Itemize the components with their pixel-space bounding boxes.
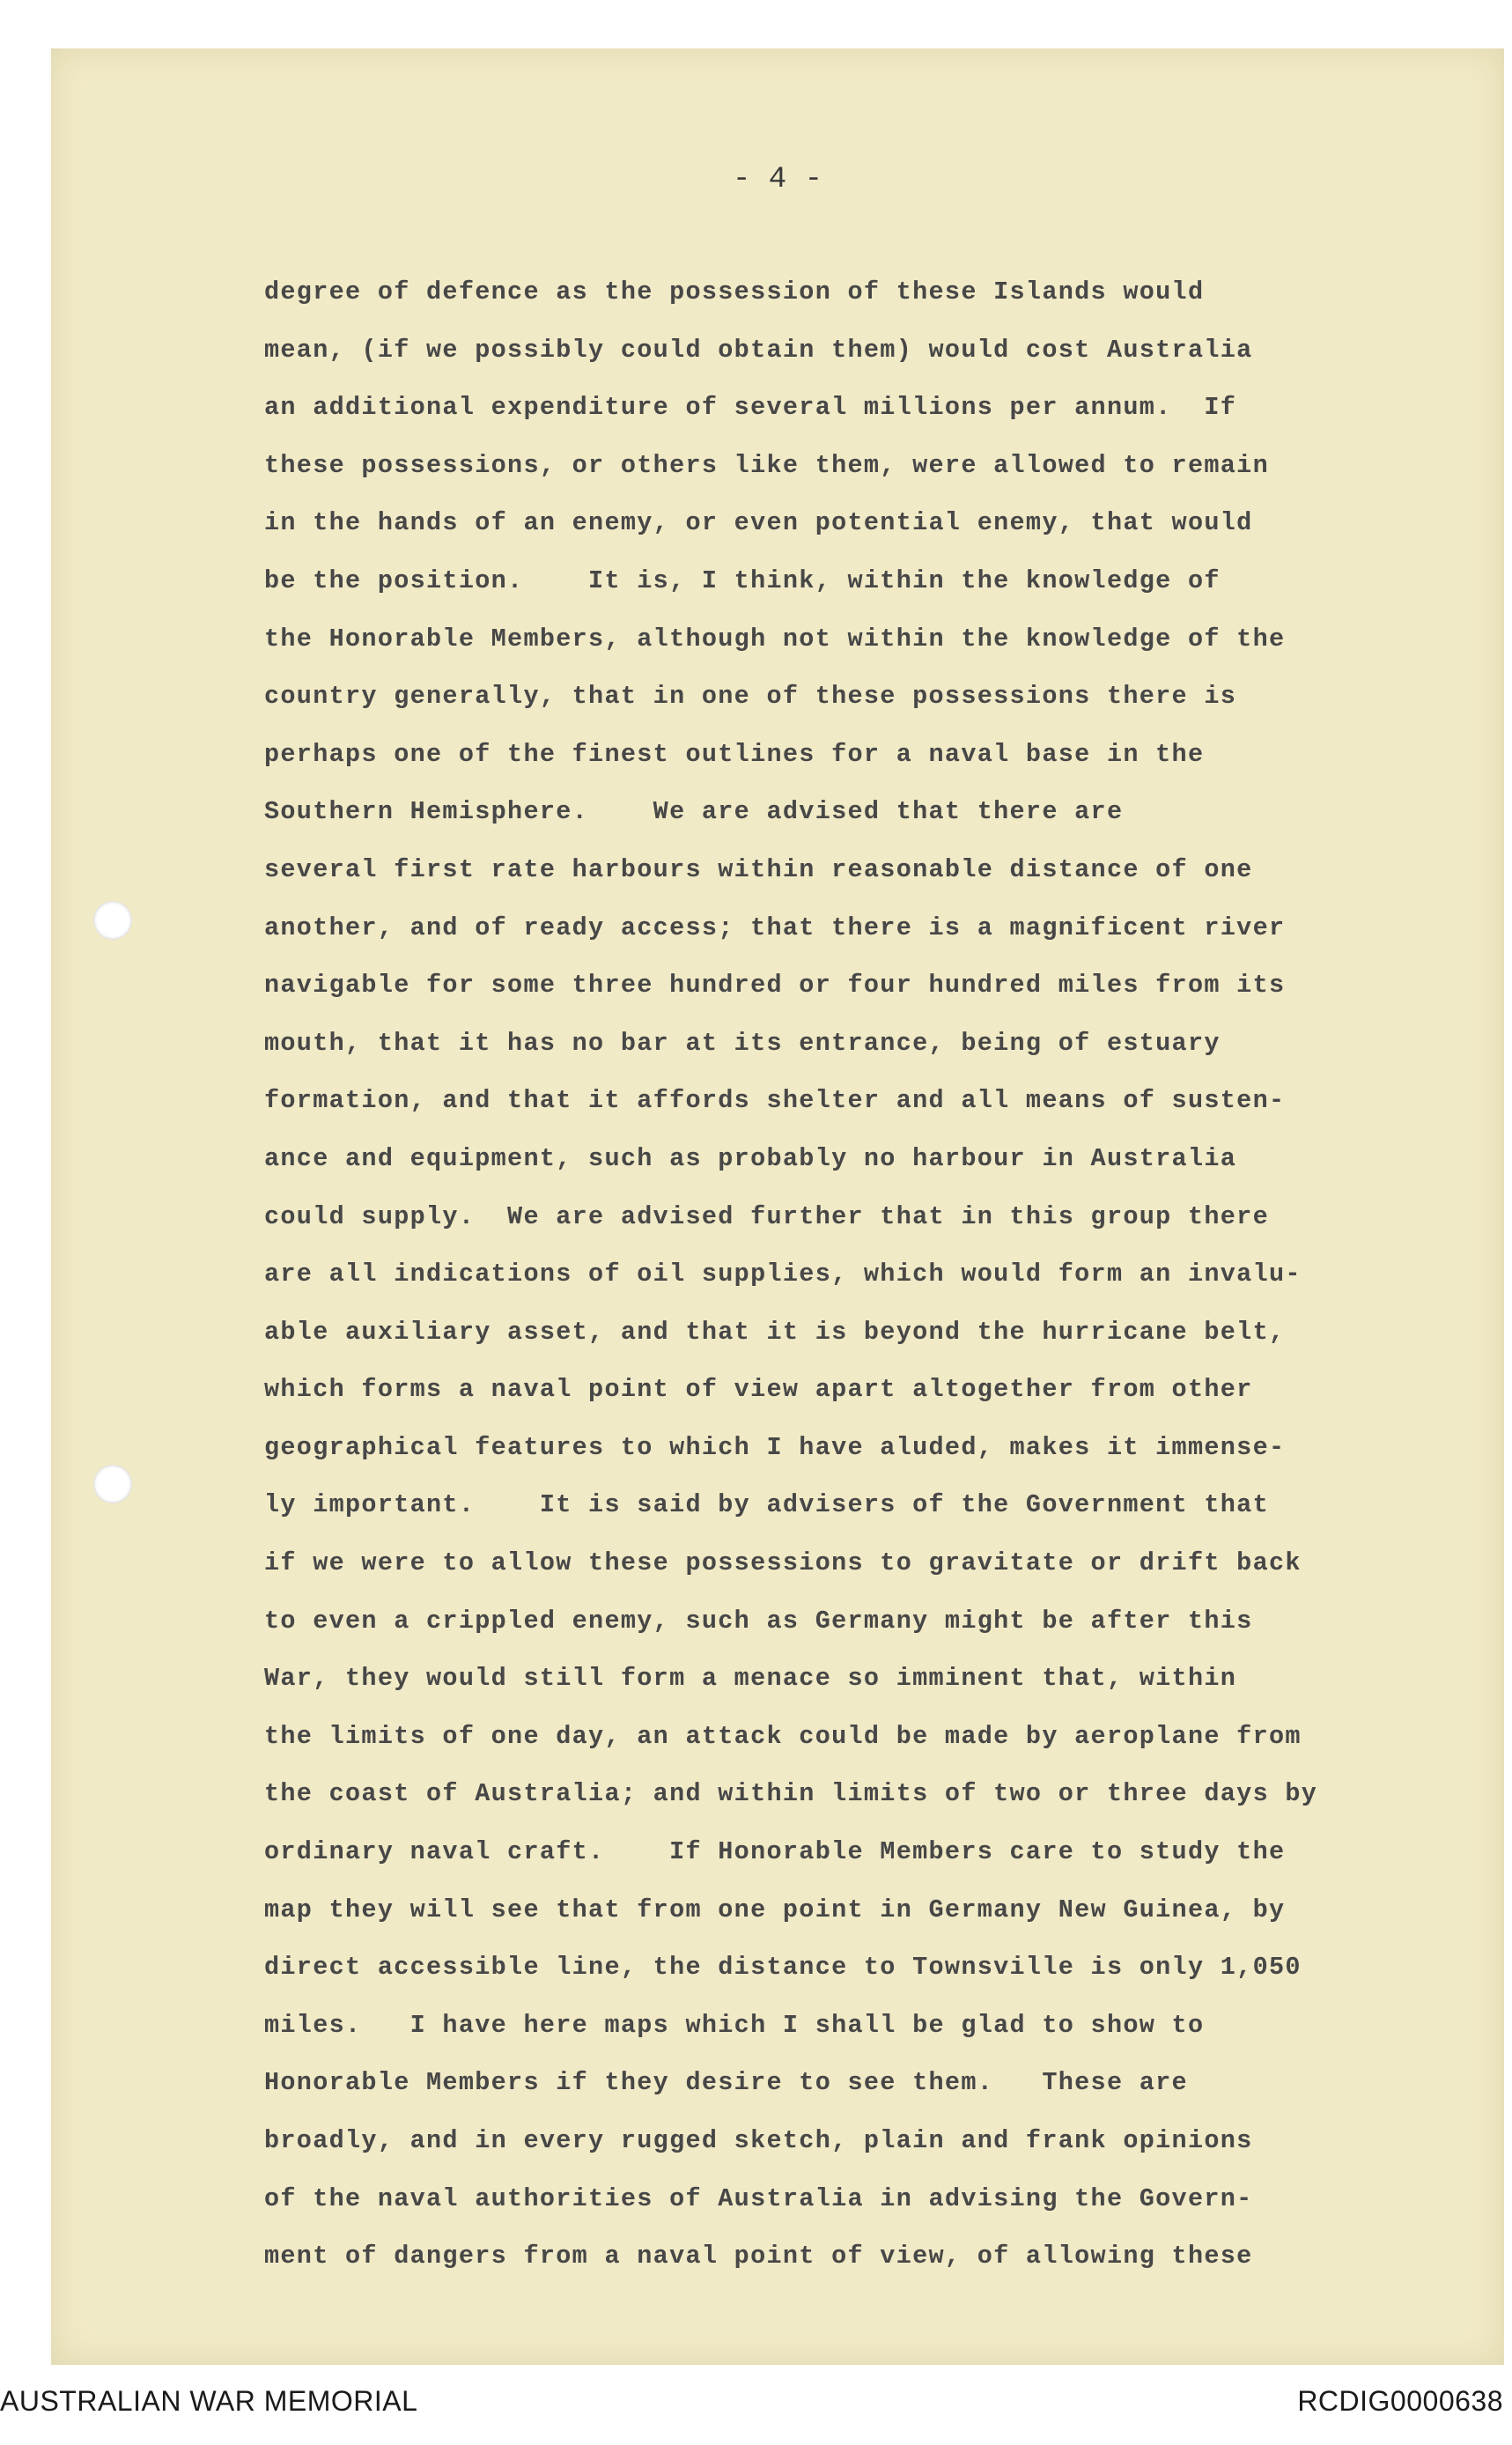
text-line: direct accessible line, the distance to Townsville is only 1,050 [264, 1953, 1302, 1983]
text-line: country generally, that in one of these possessions there is [264, 682, 1237, 712]
text-line: the coast of Australia; and within limits of two or three days by [264, 1779, 1318, 1809]
text-line: broadly, and in every rugged sketch, plain and frank opinions [264, 2126, 1253, 2155]
text-line: geographical features to which I have aluded, makes it immense- [264, 1432, 1286, 1462]
text-line: miles. I have here maps which I shall be glad to show to [264, 2010, 1205, 2040]
text-line: several first rate harbours within reasonable distance of one [264, 854, 1253, 884]
text-line: ance and equipment, such as probably no harbour in Australia [264, 1143, 1237, 1173]
text-line: an additional expenditure of several millions per annum. If [264, 393, 1237, 423]
text-line: could supply. We are advised further that in this group there [264, 1201, 1269, 1231]
punch-hole [93, 901, 132, 940]
text-line: Southern Hemisphere. We are advised that there are [264, 797, 1124, 827]
text-line: formation, and that it affords shelter and all means of susten- [264, 1086, 1286, 1116]
text-line: perhaps one of the finest outlines for a naval base in the [264, 739, 1205, 769]
text-line: map they will see that from one point in Germany New Guinea, by [264, 1895, 1286, 1924]
text-line: able auxiliary asset, and that it is beyond the hurricane belt, [264, 1317, 1286, 1347]
text-line: navigable for some three hundred or four hundred miles from its [264, 971, 1286, 1001]
footer-institution: AUSTRALIAN WAR MEMORIAL [0, 2385, 418, 2417]
text-line: the Honorable Members, although not within the knowledge of the [264, 624, 1286, 654]
text-line: these possessions, or others like them, were allowed to remain [264, 450, 1269, 480]
text-line: degree of defence as the possession of these Islands would [264, 277, 1205, 307]
text-line: mouth, that it has no bar at its entrance, being of estuary [264, 1028, 1221, 1058]
text-line: mean, (if we possibly could obtain them) would cost Australia [264, 335, 1253, 365]
text-line: of the naval authorities of Australia in advising the Govern- [264, 2183, 1253, 2213]
typewritten-text [264, 279, 1462, 2301]
text-line: are all indications of oil supplies, which would form an invalu- [264, 1259, 1302, 1289]
text-line: to even a crippled enemy, such as Germany might be after this [264, 1606, 1253, 1636]
text-line: in the hands of an enemy, or even potential enemy, that would [264, 508, 1253, 538]
text-line: ly important. It is said by advisers of the Government that [264, 1490, 1269, 1520]
text-line: which forms a naval point of view apart altogether from other [264, 1375, 1253, 1405]
text-line: if we were to allow these possessions to gravitate or drift back [264, 1548, 1302, 1578]
page-number: - 4 - [732, 163, 823, 196]
text-line: another, and of ready access; that there is a magnificent river [264, 912, 1286, 942]
text-line: the limits of one day, an attack could be made by aeroplane from [264, 1721, 1302, 1751]
punch-hole [93, 1465, 132, 1503]
text-line: Honorable Members if they desire to see them. These are [264, 2068, 1188, 2098]
footer-record-id: RCDIG0000638 [1297, 2385, 1503, 2417]
text-line: ordinary naval craft. If Honorable Members care to study the [264, 1837, 1286, 1867]
text-line: War, they would still form a menace so imminent that, within [264, 1664, 1237, 1694]
text-line: be the position. It is, I think, within the knowledge of [264, 565, 1221, 595]
document-page [51, 48, 1504, 2365]
text-line: ment of dangers from a naval point of view, of allowing these [264, 2242, 1253, 2271]
